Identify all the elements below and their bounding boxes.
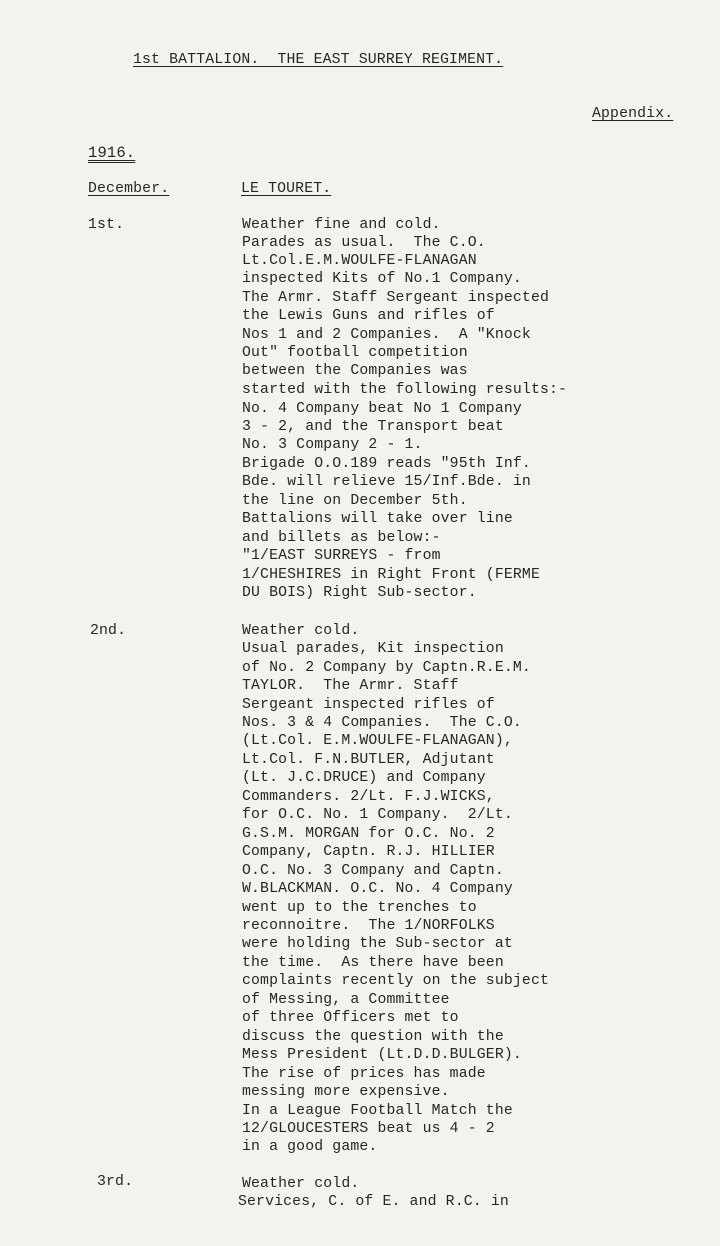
entry-2nd-line: O.C. No. 3 Company and Captn. — [242, 863, 504, 879]
entry-1st-line: Nos 1 and 2 Companies. A "Knock — [242, 327, 531, 343]
entry-2nd-line: In a League Football Match the — [242, 1103, 513, 1119]
entry-2nd-line: W.BLACKMAN. O.C. No. 4 Company — [242, 881, 513, 897]
entry-2nd-line: for O.C. No. 1 Company. 2/Lt. — [242, 807, 513, 823]
entry-1st-line: DU BOIS) Right Sub-sector. — [242, 585, 477, 601]
entry-2nd-line: (Lt. J.C.DRUCE) and Company — [242, 770, 486, 786]
entry-3rd-line: Weather cold. — [242, 1176, 360, 1192]
entry-2nd-line: discuss the question with the — [242, 1029, 504, 1045]
entry-1st-line: the line on December 5th. — [242, 493, 468, 509]
entry-day-2nd: 2nd. — [90, 623, 127, 639]
entry-2nd-line: Mess President (Lt.D.D.BULGER). — [242, 1047, 522, 1063]
entry-2nd-line: of No. 2 Company by Captn.R.E.M. — [242, 660, 531, 676]
entry-2nd-line: Sergeant inspected rifles of — [242, 697, 495, 713]
entry-1st-line: The Armr. Staff Sergeant inspected — [242, 290, 550, 306]
entry-1st-line: Weather fine and cold. — [242, 217, 441, 233]
entry-2nd-line: G.S.M. MORGAN for O.C. No. 2 — [242, 826, 495, 842]
entry-1st-line: Lt.Col.E.M.WOULFE-FLANAGAN — [242, 253, 477, 269]
entry-1st-line: and billets as below:- — [242, 530, 441, 546]
entry-2nd-line: of Messing, a Committee — [242, 992, 450, 1008]
entry-1st-line: Brigade O.O.189 reads "95th Inf. — [242, 456, 531, 472]
entry-2nd-line: went up to the trenches to — [242, 900, 477, 916]
entry-2nd-line: Company, Captn. R.J. HILLIER — [242, 844, 495, 860]
entry-1st-line: Battalions will take over line — [242, 511, 513, 527]
entry-day-1st: 1st. — [88, 217, 125, 233]
document-year: 1916. — [88, 144, 136, 162]
entry-2nd-line: The rise of prices has made — [242, 1066, 486, 1082]
entry-2nd-line: Weather cold. — [242, 623, 360, 639]
entry-2nd-line: of three Officers met to — [242, 1010, 459, 1026]
entry-2nd-line: Lt.Col. F.N.BUTLER, Adjutant — [242, 752, 495, 768]
entry-1st-line: Parades as usual. The C.O. — [242, 235, 486, 251]
entry-1st-line: 1/CHESHIRES in Right Front (FERME — [242, 567, 540, 583]
month-heading: December. — [88, 181, 170, 197]
entry-1st-line: between the Companies was — [242, 363, 468, 379]
entry-2nd-line: were holding the Sub-sector at — [242, 936, 513, 952]
document-title: 1st BATTALION. THE EAST SURREY REGIMENT. — [133, 52, 504, 68]
entry-2nd-line: TAYLOR. The Armr. Staff — [242, 678, 459, 694]
entry-1st-line: No. 3 Company 2 - 1. — [242, 437, 423, 453]
entry-2nd-line: Commanders. 2/Lt. F.J.WICKS, — [242, 789, 495, 805]
entry-2nd-line: the time. As there have been — [242, 955, 504, 971]
entry-1st-line: Out" football competition — [242, 345, 468, 361]
entry-2nd-line: complaints recently on the subject — [242, 973, 550, 989]
location-heading: LE TOURET. — [241, 181, 332, 197]
entry-1st-line: No. 4 Company beat No 1 Company — [242, 401, 522, 417]
entry-1st-line: the Lewis Guns and rifles of — [242, 308, 495, 324]
entry-3rd-line: Services, C. of E. and R.C. in — [238, 1194, 509, 1210]
entry-2nd-line: Nos. 3 & 4 Companies. The C.O. — [242, 715, 522, 731]
entry-2nd-line: in a good game. — [242, 1139, 378, 1155]
entry-2nd-line: (Lt.Col. E.M.WOULFE-FLANAGAN), — [242, 733, 513, 749]
entry-2nd-line: messing more expensive. — [242, 1084, 450, 1100]
entry-1st-line: 3 - 2, and the Transport beat — [242, 419, 504, 435]
entry-1st-line: Bde. will relieve 15/Inf.Bde. in — [242, 474, 531, 490]
entry-2nd-line: Usual parades, Kit inspection — [242, 641, 504, 657]
entry-2nd-line: reconnoitre. The 1/NORFOLKS — [242, 918, 495, 934]
entry-day-3rd: 3rd. — [97, 1174, 134, 1190]
entry-2nd-line: 12/GLOUCESTERS beat us 4 - 2 — [242, 1121, 495, 1137]
entry-1st-line: started with the following results:- — [242, 382, 568, 398]
entry-1st-line: inspected Kits of No.1 Company. — [242, 271, 522, 287]
appendix-label: Appendix. — [592, 106, 674, 122]
entry-1st-line: "1/EAST SURREYS - from — [242, 548, 441, 564]
